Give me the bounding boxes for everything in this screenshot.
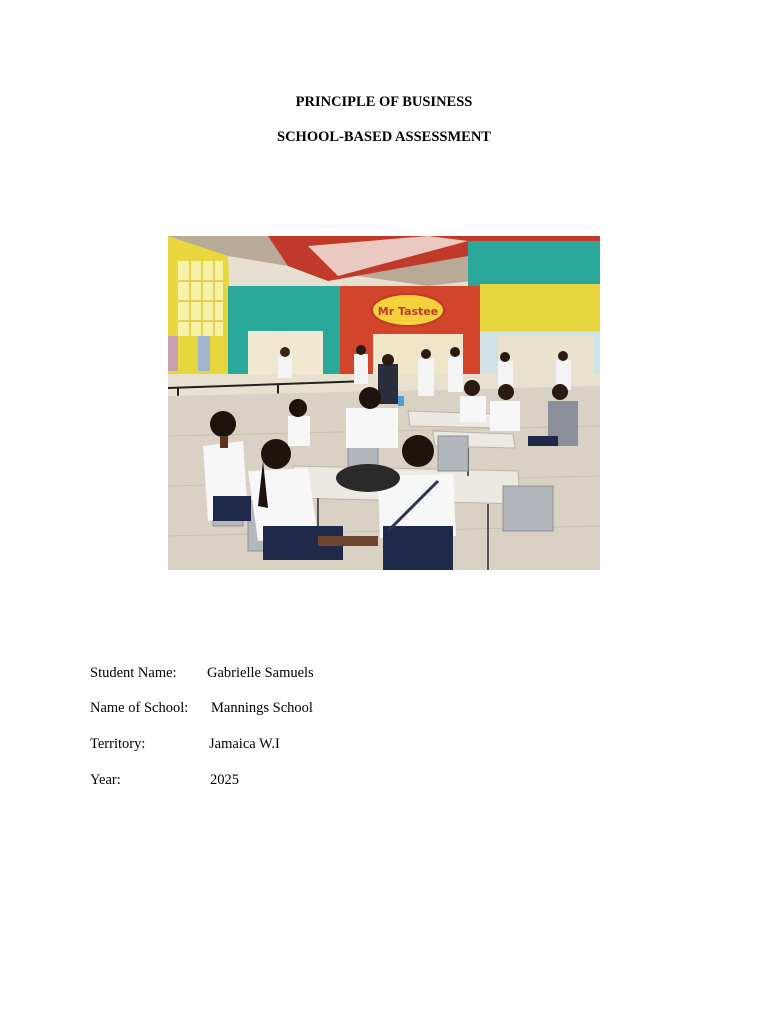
school-name-value: Mannings School (211, 700, 313, 716)
sign-text: Mr Tastee (377, 305, 439, 318)
document-title: PRINCIPLE OF BUSINESS (295, 94, 473, 110)
document-subtitle: SCHOOL-BASED ASSESSMENT (277, 129, 491, 145)
student-name-value: Gabrielle Samuels (207, 665, 314, 681)
territory-label: Territory: (90, 736, 146, 752)
year-value: 2025 (210, 772, 239, 788)
cafeteria-photo (168, 236, 600, 570)
student-name-label: Student Name: (90, 665, 177, 681)
school-name-label: Name of School: (90, 700, 189, 716)
territory-value: Jamaica W.I (209, 736, 280, 752)
year-label: Year: (90, 772, 121, 788)
